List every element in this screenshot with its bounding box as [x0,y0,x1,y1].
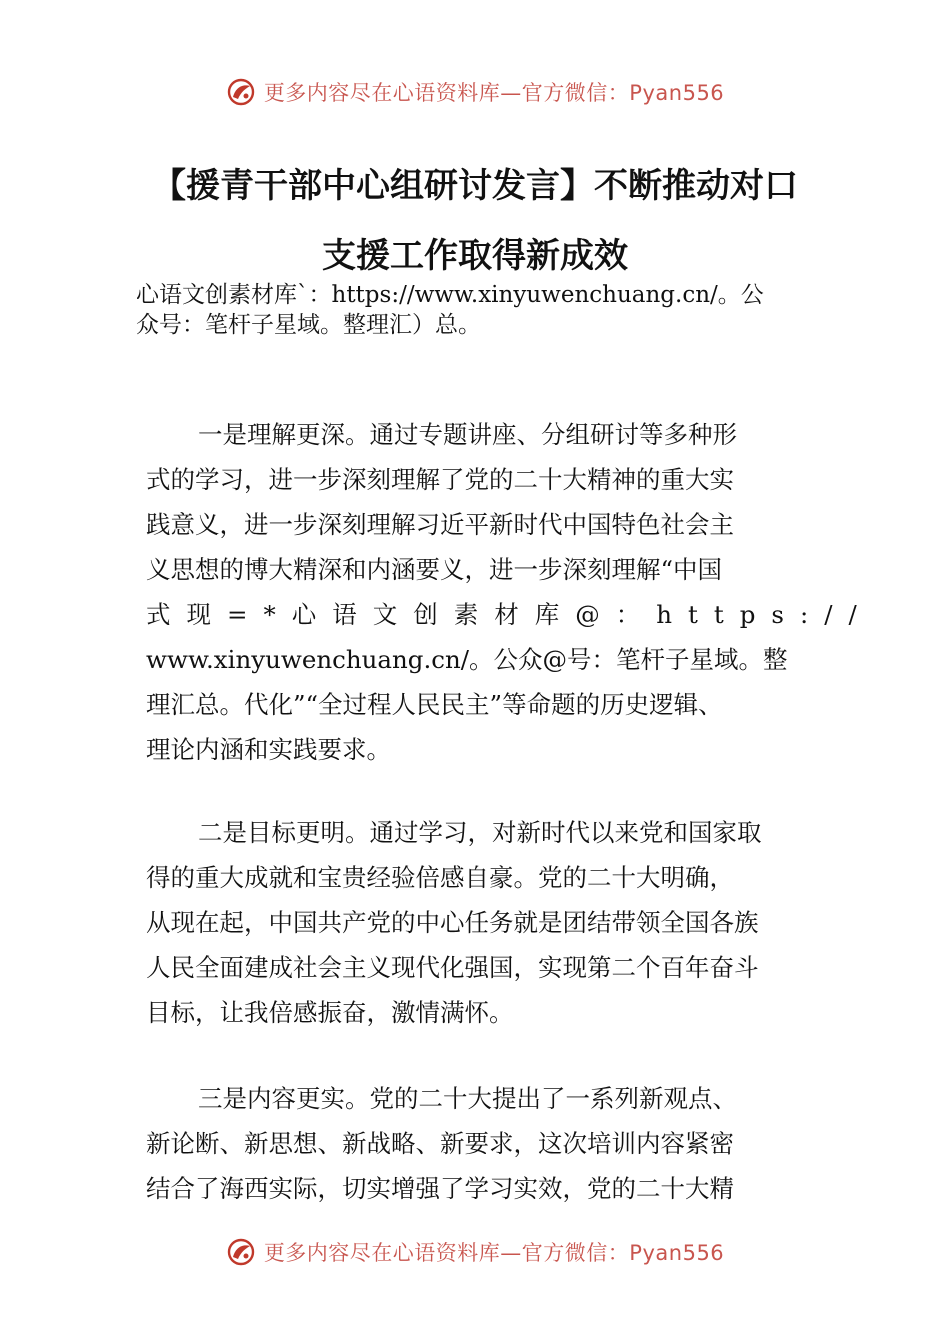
source-note [136,280,836,340]
xinyu-logo-icon [226,77,256,107]
page-title-line-1: 【援青干部中心组研讨发言】不断推动对口 [152,166,798,206]
paragraph-line: 式的学习，进一步深刻理解了党的二十大精神的重大实 [146,465,734,494]
paragraph-2 [146,810,826,1035]
paragraph-line: 新论断、新思想、新战略、新要求，这次培训内容紧密 [146,1129,734,1158]
paragraph-1 [146,412,873,772]
paragraph-line: 践意义，进一步深刻理解习近平新时代中国特色社会主 [146,510,734,539]
paragraph-line: 式现=*心语文创素材库@：https:// [146,600,873,629]
footer-banner-text: 更多内容尽在心语资料库—官方微信：Pyan556 [263,1241,725,1265]
paragraph-line: 二是目标更明。通过学习，对新时代以来党和国家取 [198,818,762,847]
source-note-line: 心语文创素材库`：https://www.xinyuwenchuang.cn/。公 [136,282,764,308]
footer-banner [0,1232,950,1272]
paragraph-3 [146,1076,826,1211]
paragraph-line: 三是内容更实。党的二十大提出了一系列新观点、 [198,1084,737,1113]
page-title-line-2: 支援工作取得新成效 [322,236,628,276]
paragraph-line: 一是理解更深。通过专题讲座、分组研讨等多种形 [198,420,737,449]
paragraph-line: www.xinyuwenchuang.cn/。公众@号：笔杆子星域。整 [146,645,788,674]
paragraph-line: 人民全面建成社会主义现代化强国，实现第二个百年奋斗 [146,953,759,982]
xinyu-logo-icon [226,1237,256,1267]
paragraph-line: 理论内涵和实践要求。 [146,735,391,764]
header-banner-text: 更多内容尽在心语资料库—官方微信：Pyan556 [263,81,725,105]
header-banner [0,72,950,112]
paragraph-line: 义思想的博大精深和内涵要义，进一步深刻理解“中国 [146,555,723,584]
source-note-line: 众号：笔杆子星域。整理汇）总。 [136,312,481,338]
paragraph-line: 理汇总。代化”“全过程人民民主”等命题的历史逻辑、 [146,690,723,719]
paragraph-line: 从现在起，中国共产党的中心任务就是团结带领全国各族 [146,908,759,937]
paragraph-line: 结合了海西实际，切实增强了学习实效，党的二十大精 [146,1174,734,1203]
paragraph-line: 得的重大成就和宝贵经验倍感自豪。党的二十大明确， [146,863,734,892]
paragraph-line: 目标，让我倍感振奋，激情满怀。 [146,998,514,1027]
